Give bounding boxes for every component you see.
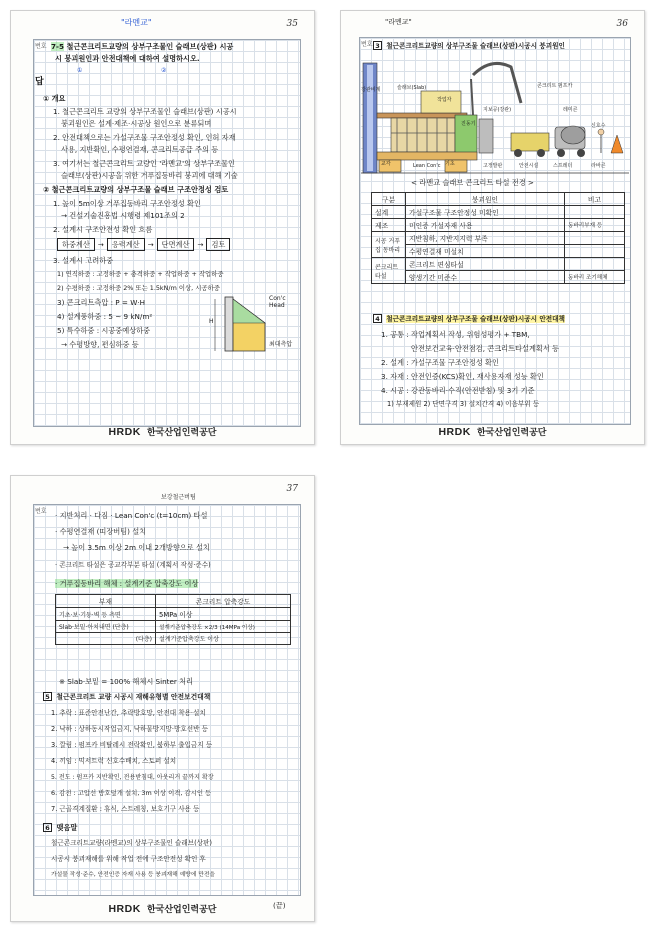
list-item: 2. 낙하 : 상하동시작업금지, 낙하물방지망·방호선반 등 xyxy=(51,725,208,733)
answer-sheet-page-36 xyxy=(340,10,645,445)
text-line: → 수평방향, 편심하중 등 xyxy=(61,340,139,349)
table-cell xyxy=(372,232,406,258)
table-cell: 콘크리트 타설 xyxy=(372,258,406,284)
flow-step: 응력계산 xyxy=(107,238,145,251)
section-5-heading xyxy=(43,692,210,703)
label-worker2: 신호수 xyxy=(591,123,606,129)
table-cell: 기초·보·기둥·벽 등 측면 xyxy=(56,608,156,621)
table-cell xyxy=(565,206,625,219)
answer-label: 답 xyxy=(35,77,44,87)
answer-sheet-page-35 xyxy=(10,10,315,445)
label-guard: 안전시설 xyxy=(519,163,539,169)
label-support: 지보공(강관) xyxy=(483,107,512,113)
table-cell xyxy=(565,258,625,271)
table-cell: 설계기준압축강도 이상 xyxy=(156,633,291,645)
design-flow: 하중계산 → 응력계산 → 단면계산 → 검토 xyxy=(57,238,230,251)
text-line: 1) 부재제원 2) 단면구격 3) 설치간격 4) 이음부위 등 xyxy=(387,400,540,408)
hrdk-logo: HRDK xyxy=(108,426,141,438)
text-line: → 높이 3.5m 이상 2m 이내 2개방향으로 설치 xyxy=(63,543,210,552)
flow-step: 단면계산 xyxy=(157,238,195,251)
list-item: 1. 추락 : 표준안전난간, 추락방호망, 안전대 착용·설치 xyxy=(51,709,206,717)
hrdk-logo: HRDK xyxy=(438,426,471,438)
table-row xyxy=(372,245,625,258)
table-row xyxy=(56,608,291,621)
text-line: 3) 콘크리트측압 : P = W·H xyxy=(57,298,146,307)
table-cell: 설계 xyxy=(372,206,406,219)
table-cell: (다층) xyxy=(56,633,156,645)
list-item: 5. 전도 : 펌프카 지반확인, 전용받침대, 아웃리거 끝까지 확장 xyxy=(51,774,214,781)
closing-line: 철근콘크리트교량(라멘교)의 상부구조물인 슬래브(상판) xyxy=(51,839,212,847)
row-group-label: 시공 xyxy=(375,237,387,245)
footer xyxy=(341,425,644,438)
label-slab: 슬래브(Slab) xyxy=(397,85,427,91)
table-cell-text: 거푸집 동바리 xyxy=(375,237,401,254)
table-cell: 수평연결재 미설치 xyxy=(406,245,565,258)
section-number: 6 xyxy=(43,823,52,832)
table-cell: 콘크리트 편심타설 xyxy=(406,258,565,271)
flow-step: 검토 xyxy=(206,238,230,251)
list-item: 6. 감전 : 고압선 방호덮개 설치, 3m 이상 이격, 감시인 등 xyxy=(51,789,212,797)
section-heading: ② 철근콘크리트교량의 상부구조물 슬래브 구조안정성 검토 xyxy=(43,185,229,194)
text-line: 2) 수평하중 : 고정하중 2% 또는 1.5kN/m 이상, 시공하중 xyxy=(57,284,220,292)
table-cell: 지반침하, 지반지지력 부족 xyxy=(406,232,565,245)
table-cell: 동바리부재 등 xyxy=(565,219,625,232)
table-row xyxy=(372,219,625,232)
section-heading: ① 개요 xyxy=(43,94,66,103)
question-line xyxy=(373,41,565,52)
question-mark-2: ② xyxy=(161,67,167,74)
annotation-above: "라멘교" xyxy=(121,18,152,27)
footer xyxy=(11,425,314,438)
footer xyxy=(11,902,314,915)
closing-line: 가설물 작성·준수, 안전인증 자재 사용 등 붕괴재해 예방에 만전을 xyxy=(51,872,216,878)
label-spreader: 스프레더 xyxy=(553,163,573,169)
flow-step: 하중계산 xyxy=(57,238,95,251)
text-line: · 수평연결재 (띠장버팀) 설치 xyxy=(55,527,147,536)
illustration-caption: < 라멘교 슬래브 콘크리트 타설 전경 > xyxy=(411,178,534,187)
text-line: · 콘크리트 타설은 공교각부분 타설 (계획서 작성·준수) xyxy=(55,561,211,569)
table-header: 비고 xyxy=(565,193,625,206)
question-mark-1: ① xyxy=(77,67,83,74)
list-item: 3. 깔림 : 펌프카 비탈레시 전락확인, 붐하부 출입금지 등 xyxy=(51,741,213,749)
text-line: 4. 시공 : 강관동바리·수직(안전받침) 및 3기 기준 xyxy=(381,386,535,395)
question-line-1 xyxy=(51,41,233,52)
list-item: 4. 끼임 : 믹서트럭 신호수배치, 스토퍼 설치 xyxy=(51,757,177,765)
footer-org-name: 한국산업인력공단 xyxy=(146,428,217,438)
table-row xyxy=(56,633,291,645)
diagram-label-h: H xyxy=(209,318,214,325)
label-column: 강관비계 xyxy=(361,87,381,93)
text-line: 2. 설계시 구조안전성 확인 흐름 xyxy=(53,225,153,234)
table-header-row xyxy=(372,193,625,206)
table-row xyxy=(56,621,291,633)
annotation-above: 보강철근버팀 xyxy=(161,494,196,501)
section-4-heading xyxy=(373,314,565,325)
label-lean: Lean Con'c xyxy=(413,163,441,169)
annotation-above: "라멘교" xyxy=(385,18,412,26)
table-header-row xyxy=(56,595,291,608)
label-cone: 라바콘 xyxy=(591,163,606,169)
number-label: 번호 xyxy=(35,508,47,515)
question-number: 7-5 xyxy=(51,42,64,51)
text-line: 1) 연직하중 : 고정하중 + 충격하중 + 작업하중 + 작업하중 xyxy=(57,270,224,278)
text-line: 3. 자재 : 안전인증(KCS)확인, 재사용자재 성능 확인 xyxy=(381,372,544,381)
footer-org-name: 한국산업인력공단 xyxy=(476,428,547,438)
text-line: 3. 여기서는 철근콘크리트 교량인 '라멘교'의 상부구조물인 xyxy=(53,159,235,168)
label-worker: 작업자 xyxy=(437,97,452,103)
section-6-heading xyxy=(43,822,77,833)
closing-line: 시공시 붕괴재해를 위해 작업 전에 구조안전성 확인 후 xyxy=(51,855,206,863)
table-cell: Slab·보밑·아치내면 (단층) xyxy=(56,621,156,633)
table-cell: 양생기간 미준수 xyxy=(406,271,565,284)
label-truck: 레미콘 xyxy=(563,107,578,113)
label-pump: 콘크리트 펌프카 xyxy=(537,83,573,89)
label-footing: 기초 xyxy=(445,161,455,167)
text-line: 2. 안전대책으로는 가설구조물 구조안정성 확인, 인허 자재 xyxy=(53,133,236,142)
text-line: 3. 설계시 고려하중 xyxy=(53,256,114,265)
table-cell: 제조 xyxy=(372,219,406,232)
text-line: · 지반처리 · 다짐 · Lean Con'c (t=10cm) 타설 xyxy=(55,511,208,520)
table-header: 구분 xyxy=(372,193,406,206)
table-header: 부재 xyxy=(56,595,156,608)
collapse-causes-table xyxy=(371,192,625,284)
text-line: 슬래브(상판)시공을 위한 거푸집동바리 붕괴에 대해 기술 xyxy=(61,171,238,180)
table-cell: 5MPa 이상 xyxy=(156,608,291,621)
text-line: 5) 특수하중 : 시공중예상하중 xyxy=(57,326,151,335)
footer-org-name: 한국산업인력공단 xyxy=(146,905,217,915)
section-title: 철근콘크리트교량의 상부구조물 슬래브(상판)시공시 안전대책 xyxy=(386,315,565,323)
bridge-slab-illustration xyxy=(361,55,629,177)
note: ※ Slab·보밑 = 100% 해체시 Sinter 처리 xyxy=(59,677,194,686)
text-line: 1. 높이 5m이상 거푸집동바리 구조안정성 확인 xyxy=(53,199,201,208)
text-line: 사용, 지반확인, 수평연결재, 콘크리트공급 주의 등 xyxy=(61,145,219,154)
table-row xyxy=(372,271,625,284)
label-gangway: 고정발판 xyxy=(483,163,503,169)
table-row xyxy=(372,232,625,245)
table-header: 붕괴원인 xyxy=(406,193,565,206)
table-cell: 미인증 가설자재 사용 xyxy=(406,219,565,232)
question-line-2: 시 붕괴원인과 안전대책에 대하여 설명하시오. xyxy=(55,54,200,63)
table-header: 콘크리트 압축강도 xyxy=(156,595,291,608)
section-number: 4 xyxy=(373,314,382,323)
number-label: 번호 xyxy=(35,43,47,50)
page-number: 35 xyxy=(286,19,298,29)
section-title: 맺음말 xyxy=(56,823,78,832)
label-vibrator: 진동기 xyxy=(461,121,476,127)
table-row xyxy=(372,206,625,219)
text-line: 4) 설계풍하중 : 5 ~ 9 kN/m² xyxy=(57,312,153,321)
text-line: 붕괴원인은 설계·제조·시공상 원인으로 분류되며 xyxy=(61,119,212,128)
page-number: 37 xyxy=(286,484,298,494)
diagram-label-max: 최대측압 xyxy=(269,341,293,348)
number-label: 번호 xyxy=(361,41,373,48)
text-line xyxy=(55,578,198,589)
question-text: 철근콘크리트교량의 상부구조물 슬래브(상판)시공시 붕괴원인 xyxy=(386,42,565,50)
table-cell xyxy=(565,232,625,245)
table-row xyxy=(372,258,625,271)
table-cell: 설계기준압축강도 ×2/3 (14MPa 이상) xyxy=(156,621,291,633)
end-mark: (끝) xyxy=(273,901,286,910)
diagram-label-head: Con'c Head xyxy=(269,295,286,309)
label-pier: 교각 xyxy=(381,161,391,167)
text-line: 2. 설계 : 가설구조물 구조안정성 확인 xyxy=(381,358,499,367)
section-number: 5 xyxy=(43,692,52,701)
hrdk-logo: HRDK xyxy=(108,903,141,915)
question-text-1: 철근콘크리트교량의 상부구조물인 슬래브(상판) 시공 xyxy=(66,42,234,51)
highlighted-text: · 거푸집동바리 해체 : 설계기준 압축강도 이상 xyxy=(55,579,199,588)
text-line: 안전보건교육·안전점검, 콘크리트타설계획서 등 xyxy=(411,344,560,353)
table-cell: 가설구조물 구조안정성 미확인 xyxy=(406,206,565,219)
section-title: 철근콘크리트 교량 시공시 재해유형별 안전보건대책 xyxy=(56,693,211,701)
list-item: 7. 근골격계질환 : 휴식, 스트레칭, 보호기구 사용 등 xyxy=(51,805,200,813)
answer-sheet-page-37 xyxy=(10,475,315,922)
page-number: 36 xyxy=(616,19,628,29)
table-cell: 동바리 조기해체 xyxy=(565,271,625,284)
question-number: 3 xyxy=(373,41,382,50)
text-line: → 건설기술진흥법 시행령 제101조의 2 xyxy=(61,211,185,220)
stripping-strength-table xyxy=(55,594,291,645)
text-line: 1. 공통 : 작업계획서 작성, 위험성평가 + TBM, xyxy=(381,330,530,339)
text-line: 1. 철근콘크리트 교량의 상부구조물인 슬래브(상판) 시공시 xyxy=(53,107,237,116)
table-cell xyxy=(565,245,625,258)
